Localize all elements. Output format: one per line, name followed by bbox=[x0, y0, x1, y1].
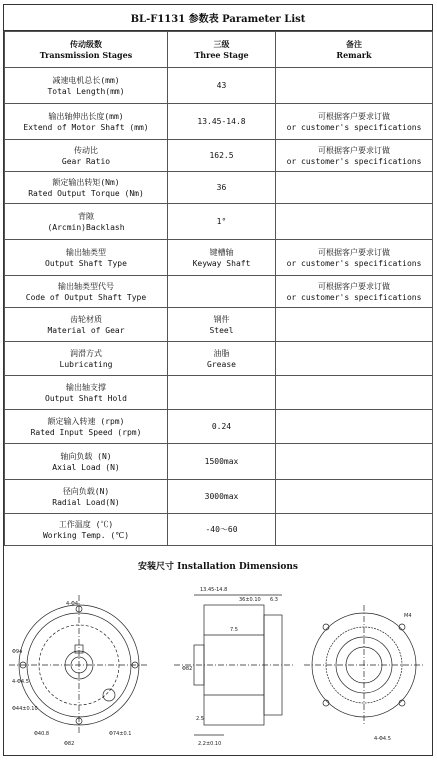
name-text: 额定输出转矩(Nm) bbox=[52, 177, 120, 187]
remark-text: 可根据客户要求订做 bbox=[318, 111, 390, 121]
name-text: Gear Ratio bbox=[61, 156, 111, 166]
value-text: Steel bbox=[209, 325, 234, 335]
name-text: 输出轴类型代号 bbox=[58, 281, 114, 291]
dim-side-d7: Φ82 bbox=[182, 666, 193, 672]
name-text: 输出轴支撑 bbox=[66, 382, 106, 392]
cell-remark bbox=[276, 240, 433, 276]
cell-value bbox=[168, 240, 276, 276]
cell-value bbox=[168, 410, 276, 444]
cell-value bbox=[168, 276, 276, 308]
name-text: Output Shaft Hold bbox=[45, 393, 127, 403]
table-row bbox=[5, 410, 433, 444]
cell-value bbox=[168, 172, 276, 204]
cell-name bbox=[5, 410, 168, 444]
table-row bbox=[5, 480, 433, 514]
remark-text: or customer's specifications bbox=[286, 122, 422, 132]
dim-side-d4: 7.5 bbox=[230, 627, 238, 633]
value-text: 油脂 bbox=[213, 348, 230, 358]
cell-name bbox=[5, 308, 168, 342]
dim-front-bottom-right: Φ74±0.1 bbox=[109, 731, 132, 737]
cell-value bbox=[168, 104, 276, 140]
cell-name bbox=[5, 104, 168, 140]
name-text: 工作温度 (℃) bbox=[58, 519, 114, 529]
table-header-row bbox=[5, 32, 433, 68]
name-text: Axial Load (N) bbox=[52, 462, 120, 472]
cell-value bbox=[168, 308, 276, 342]
name-text: Total Length(mm) bbox=[47, 86, 125, 96]
name-text: 润滑方式 bbox=[70, 348, 102, 358]
name-text: 输出轴类型 bbox=[66, 247, 106, 257]
cell-value bbox=[168, 68, 276, 104]
value-text: 162.5 bbox=[209, 151, 234, 160]
header-remark: 备注 Remark bbox=[276, 32, 433, 68]
name-text: Extend of Motor Shaft (mm) bbox=[23, 122, 149, 132]
value-text: 13.45-14.8 bbox=[197, 117, 246, 126]
remark-text: 可根据客户要求订做 bbox=[318, 145, 390, 155]
cell-name bbox=[5, 240, 168, 276]
cell-value bbox=[168, 342, 276, 376]
cell-remark bbox=[276, 514, 433, 546]
dim-side-d1: 13.45-14.8 bbox=[200, 587, 228, 593]
value-text: Grease bbox=[207, 359, 236, 369]
name-text: 额定输入转速 (rpm) bbox=[47, 416, 125, 426]
cell-name bbox=[5, 376, 168, 410]
name-text: 传动比 bbox=[74, 145, 98, 155]
name-text: Rated Output Torque (Nm) bbox=[28, 188, 144, 198]
installation-drawing bbox=[4, 575, 432, 755]
value-text: 1° bbox=[216, 217, 227, 226]
cell-name bbox=[5, 480, 168, 514]
cell-name bbox=[5, 444, 168, 480]
value-text: 1500max bbox=[204, 457, 239, 466]
cell-remark bbox=[276, 308, 433, 342]
table-row bbox=[5, 444, 433, 480]
cell-name bbox=[5, 140, 168, 172]
name-text: 背隙 bbox=[78, 211, 94, 221]
cell-value bbox=[168, 204, 276, 240]
table-row bbox=[5, 68, 433, 104]
table-row bbox=[5, 308, 433, 342]
dim-side-d6: 2.2±0.10 bbox=[198, 741, 222, 747]
table-row bbox=[5, 172, 433, 204]
installation-title: 安装尺寸 Installation Dimensions bbox=[138, 561, 298, 572]
cell-value bbox=[168, 480, 276, 514]
dim-front-top: 4-Φ4 bbox=[66, 601, 79, 607]
dim-rear-top-right: M4 bbox=[404, 613, 412, 619]
value-text: 3000max bbox=[204, 492, 239, 501]
name-text: 减速电机总长(mm) bbox=[52, 75, 120, 85]
cell-value bbox=[168, 376, 276, 410]
name-text: Material of Gear bbox=[47, 325, 125, 335]
value-text: -40～60 bbox=[205, 525, 238, 534]
table-row bbox=[5, 140, 433, 172]
remark-text: or customer's specifications bbox=[286, 156, 422, 166]
table-row bbox=[5, 342, 433, 376]
remark-text: or customer's specifications bbox=[286, 292, 422, 302]
value-text: Keyway Shaft bbox=[192, 258, 251, 268]
dim-side-d2: 36±0.10 bbox=[239, 597, 261, 603]
cell-value bbox=[168, 514, 276, 546]
cell-name bbox=[5, 514, 168, 546]
cell-name bbox=[5, 172, 168, 204]
remark-text: or customer's specifications bbox=[286, 258, 422, 268]
dim-front-shaft: Φ44±0.10 bbox=[12, 706, 38, 712]
cell-remark bbox=[276, 68, 433, 104]
cell-name bbox=[5, 342, 168, 376]
cell-remark bbox=[276, 410, 433, 444]
cell-remark bbox=[276, 140, 433, 172]
dim-front-bottom-left: Φ40.8 bbox=[34, 731, 50, 737]
table-body bbox=[5, 68, 433, 546]
table-row bbox=[5, 376, 433, 410]
page-title: BL-F1131 参数表 Parameter List bbox=[4, 5, 432, 31]
cell-name bbox=[5, 204, 168, 240]
name-text: Output Shaft Type bbox=[45, 258, 127, 268]
dim-front-bottom-mid: Φ82 bbox=[64, 741, 75, 747]
value-text: 0.24 bbox=[211, 422, 232, 431]
name-text: Radial Load(N) bbox=[52, 497, 120, 507]
dim-front-side: 4-Φ4.5 bbox=[12, 679, 29, 685]
cell-name bbox=[5, 276, 168, 308]
dim-front-left: Φ94 bbox=[12, 649, 23, 655]
drawing-svg bbox=[4, 575, 432, 755]
remark-text: 可根据客户要求订做 bbox=[318, 281, 390, 291]
name-text: Lubricating bbox=[59, 359, 113, 369]
parameter-table bbox=[4, 31, 433, 546]
name-text: 径向负载(N) bbox=[62, 486, 110, 496]
header-stages: 传动级数 Transmission Stages bbox=[5, 32, 168, 68]
rear-view bbox=[304, 605, 424, 725]
cell-value bbox=[168, 140, 276, 172]
remark-text: 可根据客户要求订做 bbox=[318, 247, 390, 257]
name-text: (Arcmin)Backlash bbox=[47, 222, 125, 232]
header-three-stage: 三级 Three Stage bbox=[168, 32, 276, 68]
front-view bbox=[9, 595, 149, 735]
name-text: Code of Output Shaft Type bbox=[25, 292, 147, 302]
table-row bbox=[5, 276, 433, 308]
dim-side-d5: 2.5 bbox=[196, 716, 204, 722]
value-text: 43 bbox=[216, 81, 227, 90]
cell-name bbox=[5, 68, 168, 104]
cell-remark bbox=[276, 376, 433, 410]
value-text: 键槽轴 bbox=[209, 247, 234, 257]
name-text: 输出轴伸出长度(mm) bbox=[48, 111, 124, 121]
cell-value bbox=[168, 444, 276, 480]
table-row bbox=[5, 240, 433, 276]
cell-remark bbox=[276, 204, 433, 240]
name-text: Working Temp. (℃) bbox=[42, 530, 130, 540]
dim-rear-bottom: 4-Φ4.5 bbox=[374, 736, 391, 742]
name-text: 轴向负载 (N) bbox=[60, 451, 112, 461]
name-text: 齿轮材质 bbox=[70, 314, 102, 324]
table-row bbox=[5, 514, 433, 546]
cell-remark bbox=[276, 172, 433, 204]
cell-remark bbox=[276, 104, 433, 140]
table-row bbox=[5, 204, 433, 240]
dim-side-d3: 6.3 bbox=[270, 597, 278, 603]
name-text: Rated Input Speed (rpm) bbox=[30, 427, 142, 437]
cell-remark bbox=[276, 276, 433, 308]
side-view bbox=[174, 595, 294, 735]
value-text: 36 bbox=[216, 183, 227, 192]
value-text: 钢件 bbox=[213, 314, 230, 324]
cell-remark bbox=[276, 480, 433, 514]
cell-remark bbox=[276, 444, 433, 480]
table-row bbox=[5, 104, 433, 140]
parameter-sheet bbox=[3, 4, 433, 756]
cell-remark bbox=[276, 342, 433, 376]
